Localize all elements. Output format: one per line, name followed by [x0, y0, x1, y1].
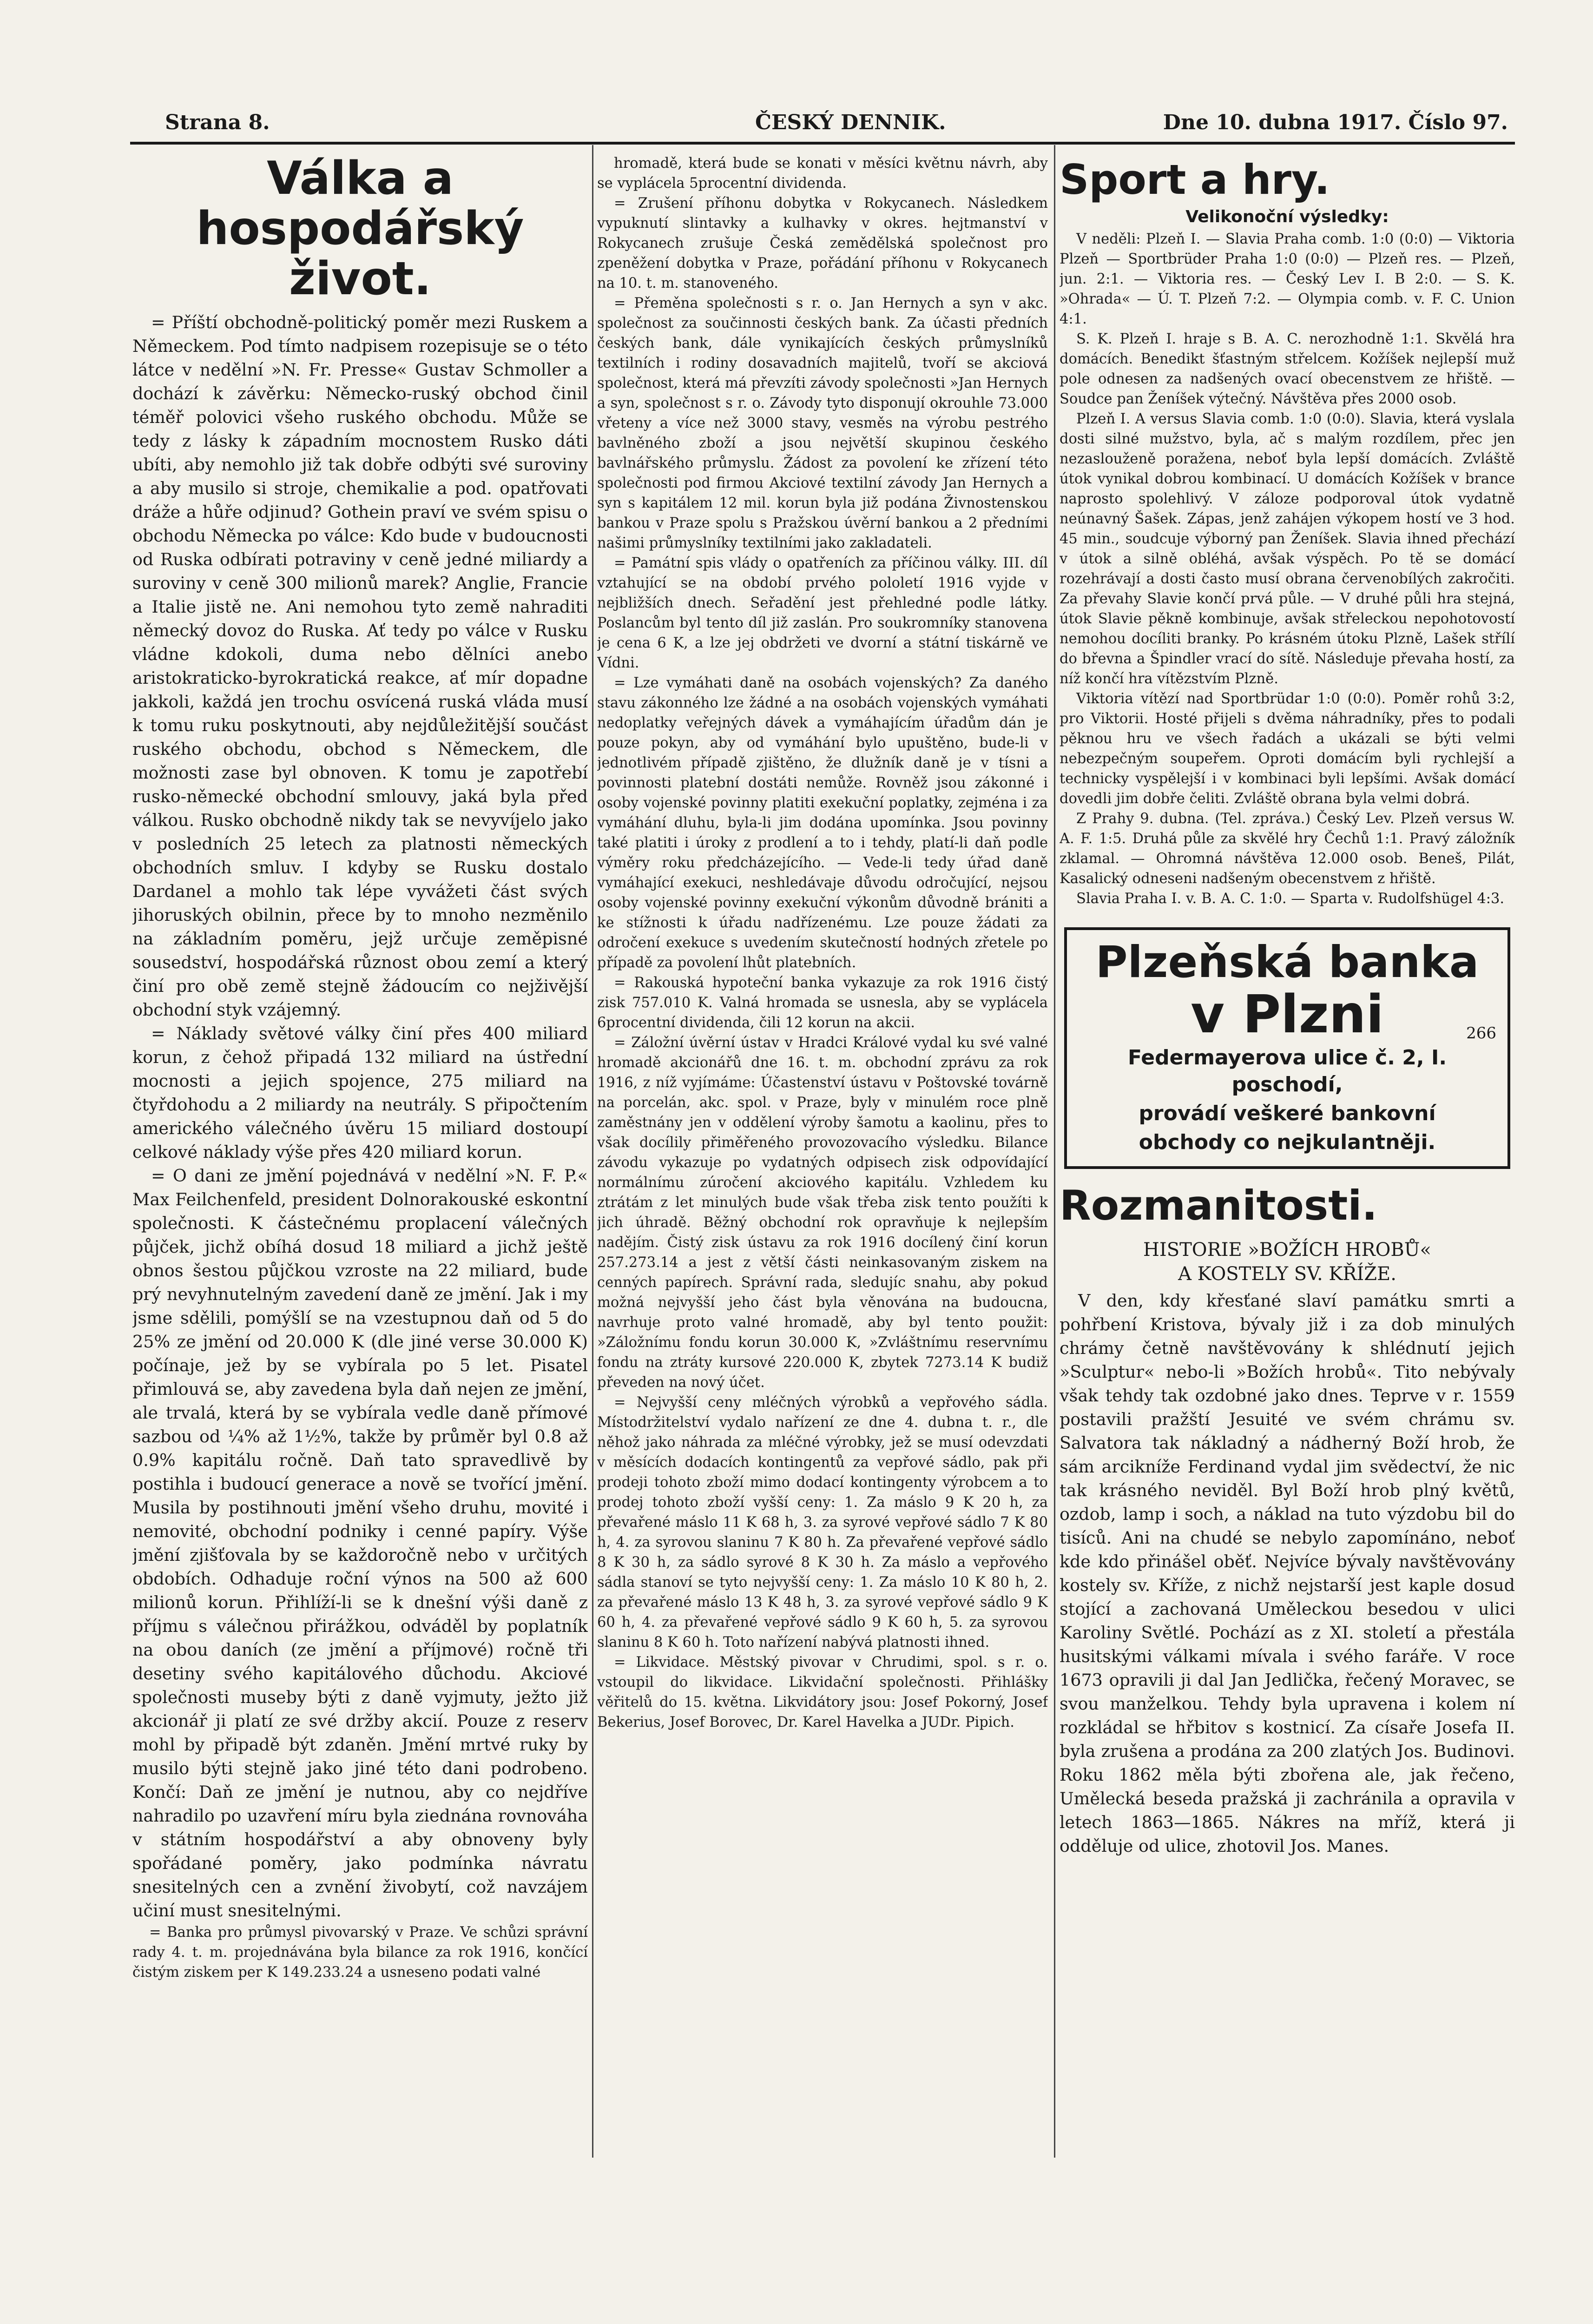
article-paragraph: Viktoria vítězí nad Sportbrüdar 1:0 (0:0). Poměr rohů 3:2, pro Viktorii. Hosté přijeli s dvěma náhradníky, přes to podali pěknou hru ve všech řadách a ukázali se býti velmi nebezpečným soupeřem. Oproti domácím byli rychlejší a technicky vyspělejší i v kombinaci byli lepšími. Avšak domácí dovedli jim dobře čeliti. Zvláště obrana byla velmi dobrá.: [1060, 691, 1515, 807]
article-title-line: A KOSTELY SV. KŘÍŽE.: [1178, 1263, 1396, 1285]
article-paragraph: hromadě, která bude se konati v měsíci květnu návrh, aby se vyplácela 5procentní dividenda.: [597, 155, 1048, 191]
column-rule-1: [592, 145, 593, 2158]
ad-city-text: v Plzni: [1191, 984, 1384, 1045]
section-heading: Válka a hospodářský život.: [196, 153, 524, 305]
article-paragraph: = O dani ze jmění pojednává v nedělní »N. F. P.« Max Feilchenfeld, president Dolnorakouské eskontní společnosti. K částečnému proplacení válečných půjček, jichž obíhá dosud 18 miliard a jichž ještě obnos šestou půjčkou vzroste na 22 miliard, bude prý nevyhnutelným zavedení daně ze jmění. Jak i my jsme sdělili, pomýšlí se na vzestupnou daň od 5 do 25% ze jmění od 20.000 K (dle jiné verse 30.000 K) počínaje, jež by se vybírala po 5 let. Pisatel přimlouvá se, aby zavedena byla daň nejen ze jmění, ale trvalá, která by se vybírala vedle daně přímové sazbou od ¼% až 1½%, takže by průměr byl 0.8 až 0.9% kapitálu ročně. Daň tato spravedlivě by postihla i budoucí generace a nově se tvořící jmění. Musila by postihnouti jmění všeho druhu, movité i nemovité, obchodní podniky i cenné papíry. Výše jmění zjišťovala by se každoročně nebo v určitých obdobích. Odhaduje roční výnos na 500 až 600 milionů korun. Přihlíží-li se k dnešní výši daně z příjmu s válečnou přirážkou, odváděl by poplatník na obou daních (ze jmění a příjmové) ročně tři desetiny svého kapitálového důchodu. Akciové společnosti museby býti z daně vyjmuty, ježto již akcionář ji platí ze své držby akcií. Pouze z reserv mohl by připadě být zdaněn. Jmění mrtvé ruky by musilo býti stejně jako jiné této dani podrobeno. Končí: Daň ze jmění je nutnou, aby co nejdříve nahradilo po uzavření míru byla ziednána rovnováha v státním hospodářství a aby obnoveny byly spořádané poměry, jako podmínka návratu snesitelných cen a zvnění živobytí, což navzájem učiní must snesitelnými.: [132, 1166, 588, 1921]
article-title-line: HISTORIE »BOŽÍCH HROBŮ«: [1143, 1239, 1431, 1261]
column-sport: [1060, 153, 1515, 1858]
article-paragraph: = Zrušení příhonu dobytka v Rokycanech. Následkem vypuknutí slintavky a kulhavky v okres. hejtmanství v Rokycanech zrušuje Česká zemědělská společnost pro zpeněžení dobytka v Praze, pořádání příhonu v Rokycanech na 10. t. m. stanoveného.: [597, 195, 1048, 291]
article-paragraph: = Památní spis vlády o opatřeních za příčinou války. III. díl vztahující se na období prvého pololetí 1916 vyjde v nejbližších dnech. Seřadění jest přehledné podle látky. Poslancům byl tento díl již zaslán. Pro soukromníky stanovena je cena 6 K, a lze jej obdržeti ve dvorní a státní tiskárně ve Vídni.: [597, 555, 1048, 671]
article-paragraph: = Lze vymáhati daně na osobách vojenských? Za daného stavu zákonného lze žádné a na osobách vojenských vymáhati nedoplatky veřejných dávek a vymáhajícím úřadům dán je pouze pokyn, aby od vymáhání bylo upuštěno, bude-li v jednotlivém případě zjištěno, že dlužník daně je v tísni a povinnosti platební dostáti nemůže. Rovněž jsou zákonné i osoby vojenské povinny platiti exekuční poplatky, zejména i za vymáhání dluhu, byla-li jim dodána upomínka. Jsou povinny také platiti i úroky z prodlení a to i tehdy, platí-li daň podle výměry roku předcházejícího. — Vede-li tedy úřad daně vymáhající exekuci, neshledávaje důvodu odročující, nejsou osoby vojenské povinny exekuční výkonům důvodně brániti a ke stížnosti k úřadu nadřízenému. Lze pouze žádati za odročení exekuce s uvedením skutečností hodných zřetele po případě za povolení lhůt platebních.: [597, 675, 1048, 971]
issue-date: Dne 10. dubna 1917. Číslo 97.: [1163, 111, 1508, 134]
section-heading: Sport a hry.: [1060, 156, 1330, 204]
article-paragraph: V den, kdy křesťané slaví památku smrti a pohřbení Kristova, bývaly již i za dob minulých chrámy četně navštěvovány k shlédnutí jejich »Sculptur« nebo-li »Božích hrobů«. Tito nebývaly však tehdy tak ozdobné jako dnes. Teprve v r. 1559 postavili pražští Jesuité ve svém chrámu sv. Salvatora tak nákladný a nádherný Boží hrob, že sám arcikníže Ferdinand vydal jim svědectví, že nic tak krásného neviděl. Byl Boží hrob plný květů, ozdob, lamp i soch, a náklad na tuto výzdobu bil do tisíců. Ani na chudé se nebylo zapomínáno, neboť kde kdo přinášel oběť. Nejvíce bývaly navštěvovány kostely sv. Kříže, z nichž nejstarší jest kaple dosud stojící a zachovaná Uměleckou besedou v ulici Karoliny Světlé. Pochází as z XI. století a přestála husitskými válkami mívala i svého faráře. V roce 1673 opravili ji dal Jan Jedlička, řečený Moravec, se svou manželkou. Tehdy byla upravena i kolem ní rozkládal se hřbitov s kostnicí. Za císaře Josefa II. byla zrušena a prodána za 200 zlatých Jos. Budinovi. Roku 1862 měla býti zbořena ale, jak řečeno, Umělecká beseda pražská ji zachránila a opravila v letech 1863—1865. Nákres na mříž, která ji odděluje od ulice, zhotovil Jos. Manes.: [1060, 1291, 1515, 1856]
article-paragraph: = Záložní úvěrní ústav v Hradci Králové vydal ku své valné hromadě akcionářů dne 16. t. m. obchodní zprávu za rok 1916, z níž vyjímáme: Účastenství ústavu v Poštovské továrně na porcelán, akc. spol. v Praze, byly v minulém roce plně zaměstnány jen v oddělení výroby šamotu a kaolinu, přes to však docílily přiměřeného provozovacího výsledku. Bilance závodu vykazuje po vydatných odpisech zisk odpovídající normálnímu zúročení akciového kapitálu. Vzhledem ku ztrátám z let minulých bude však třeba zisk tento použíti k jich úhradě. Běžný obchodní rok opravňuje k nejlepším nadějím. Čistý zisk ústavu za rok 1916 docílený činí korun 257.273.14 a jest z větší části neinkasovaným ziskem na cenných papírech. Správní rada, sledujíc snahu, aby pokud možná nejvyšší jeho část byla věnována na budoucna, navrhuje proto valné hromadě, aby byl tento použit: »Záložnímu fondu korun 30.000 K, »Zvláštnímu reservnímu fondu na ztráty kursové 220.000 K, zbytek 7273.14 K budiž převeden na nový účet.: [597, 1035, 1048, 1391]
article-paragraph: S. K. Plzeň I. hraje s B. A. C. nerozhodně 1:1. Skvělá hra domácích. Benedikt šťastným střelcem. Kožíšek nejlepší muž pole odnesen za nadšených ovací obecenstvem ze hřiště. — Soudce pan Ženíšek výtečný. Návštěva přes 2000 osob.: [1060, 331, 1515, 407]
article-paragraph: Plzeň I. A versus Slavia comb. 1:0 (0:0). Slavia, která vyslala dosti silné mužstvo, byla, ač s malým rozdílem, přec jen nezaslouženě poražena, neboť byla lepší domácích. Zvláště útok vynikal dobrou kombinací. U domácích Kožíšek v brance naprosto spolehlivý. V záloze podporoval útok vydatně neúnavný Šašek. Zápas, jenž zahájen výkopem hostí ve 3 hod. 45 min., soudcuje výborný pan Ženíšek. Slavia ihned přechází v útok a silně obléhá, avšak výspěch. Po tě se domácí rozehrávají a dosti často musí obrana červenobílých zakročiti. Za převahy Slavie končí prvá půle. — V druhé půli hra stejná, útok Slavie pěkně kombinuje, avšak střeleckou nepohotovostí nemohou docíliti branky. Po krásném útoku Plzně, Lašek střílí do břevna a Špindler vrací do sítě. Následuje převaha hostí, za níž končí hra vítězstvím Plzně.: [1060, 411, 1515, 687]
header-rule: [130, 142, 1515, 145]
newspaper-title: ČESKÝ DENNIK.: [755, 111, 946, 134]
article-paragraph: = Příští obchodně-politický poměr mezi Ruskem a Německem. Pod tímto nadpisem rozepisuje se o této látce v nedělní »N. Fr. Presse« Gustav Schmoller a dochází k závěrku: Německo-ruský obchod činil téměř polovici všeho ruského obchodu. Může se tedy z lásky k západním mocnostem Rusko dáti ubíti, aby nemohlo již tak dobře odbýti své suroviny a aby musilo si stroje, chemikalie a pod. opatřovati dráže a hůře odjinud? Gothein praví ve svém spisu o obchodu Německa po válce: Kdo bude v budoucnosti od Ruska odbírati potraviny v ceně jedné miliardy a suroviny v ceně 300 milionů marek? Anglie, Francie a Italie jistě ne. Ani nemohou tyto země nahraditi německý dovoz do Ruska. Ať tedy po válce v Rusku vládne kdokoli, duma nebo dělníci anebo aristokraticko-byrokratická reakce, ať mír dopadne jakkoli, každá jen trochu osvícená ruská vláda musí k tomu ruku poskytnouti, aby nejdůležitější součást ruského obchodu, obchod s Německem, dle možnosti zase byl obnoven. K tomu je zapotřebí rusko-německé obchodní smlouvy, jaká byla před válkou. Rusko obchodně nikdy tak se nevyvíjelo jako v posledních 25 letech za platnosti německých obchodních smluv. I kdyby se Rusku dostalo Dardanel a mohlo tak lépe vyvážeti část svých jihoruských obilnin, přece by to mnoho nezměnilo na základním poměru, jejž určuje zeměpisné sousedství, hospodářská různost obou zemí a který činí pro obě země stejně žádoucím co nejživější obchodní styk vzájemný.: [132, 312, 588, 1020]
article-paragraph: Slavia Praha I. v. B. A. C. 1:0. — Sparta v. Rudolfshügel 4:3.: [1076, 891, 1505, 907]
ad-line: provádí veškeré bankovní: [1139, 1102, 1436, 1125]
section-subheading: Velikonoční výsledky:: [1185, 207, 1389, 226]
ad-address: Federmayerova ulice č. 2, I. poschodí,: [1127, 1046, 1447, 1096]
page-header: [165, 111, 1508, 139]
article-paragraph: Z Prahy 9. dubna. (Tel. zpráva.) Český Lev. Plzeň versus W. A. F. 1:5. Druhá půle za skvělé hry Čechů 1:1. Pravý záložník zklamal. — Ohromná návštěva 12.000 osob. Beneš, Pilát, Kasalický odneseni nadšeným obecenstvem z hřiště.: [1060, 811, 1515, 887]
article-paragraph: = Náklady světové války činí přes 400 miliard korun, z čehož připadá 132 miliard na ústřední mocnosti a jejich spojence, 275 miliard na čtyřdohodu a 2 miliardy na neutrály. S připočtením amerického válečného úvěru 15 miliard dostoupí celkové náklady výše přes 420 miliard korun.: [132, 1023, 588, 1162]
ad-bank-name: Plzeňská banka: [1095, 937, 1479, 988]
article-paragraph: V neděli: Plzeň I. — Slavia Praha comb. 1:0 (0:0) — Viktoria Plzeň — Sportbrüder Praha 1:0 (0:0) — Plzeň res. — Plzeň, jun. 2:1. — Viktoria res. — Český Lev I. B 2:0. — S. K. »Ohrada« — Ú. T. Plzeň 7:2. — Olympia comb. v. F. C. Union 4:1.: [1060, 231, 1515, 327]
ad-number: 266: [1466, 1024, 1496, 1043]
article-paragraph: = Likvidace. Městský pivovar v Chrudimi, spol. s r. o. vstoupil do likvidace. Likvidační společnosti. Přihlášky věřitelů do 15. května. Likvidátory jsou: Josef Pokorný, Josef Bekerius, Josef Borovec, Dr. Karel Havelka a JUDr. Pipich.: [597, 1654, 1048, 1730]
article-paragraph: = Rakouská hypoteční banka vykazuje za rok 1916 čistý zisk 757.010 K. Valná hromada se usnesla, aby se vyplácela 6procentní dividenda, čili 12 korun na akcii.: [597, 975, 1048, 1031]
page-number: Strana 8.: [165, 111, 270, 134]
column-economy-continued: [597, 153, 1048, 1732]
article-title: [1060, 1238, 1515, 1286]
ad-bank-city: [1073, 984, 1501, 1045]
column-rule-2: [1054, 145, 1055, 2158]
section-heading: Rozmanitosti.: [1060, 1182, 1377, 1229]
bank-advertisement: [1064, 927, 1510, 1169]
article-paragraph: = Nejvyšší ceny mléčných výrobků a vepřového sádla. Místodržitelství vydalo nařízení ze dne 4. dubna t. r., dle něhož jako náhrada za mléčné výrobky, jež se musí odevzdati v měsících dodacích kontingentů za vepřové sádlo, pak při prodeji tohoto zboží mimo dodací kontingenty výrobcem a to prodej tohoto zboží vyšší ceny: 1. Za máslo 9 K 20 h, za převařené máslo 11 K 68 h, 3. za syrové vepřové sádlo 7 K 80 h, 4. za syrovou slaninu 7 K 80 h. Za převařené vepřové sádlo 8 K 30 h, za sádlo syrové 8 K 30 h. Za máslo a vepřového sádla stanoví se tyto nejvyšší ceny: 1. Za máslo 10 K 80 h, 2. za převařené máslo 13 K 48 h, 3. za syrové vepřové sádlo 9 K 60 h, 4. za převařené vepřové sádlo 9 K 60 h, 5. za syrovou slaninu 8 K 60 h. Toto nařízení nabývá platnosti ihned.: [597, 1394, 1048, 1651]
column-economy: [132, 153, 588, 1982]
article-paragraph: = Přeměna společnosti s r. o. Jan Hernych a syn v akc. společnost za součinnosti českých bank. Za účasti předních českých bank, dále vynikajících českých průmyslníků textilních i rodiny dosavadních majitelů, tvoří se akciová společnost, která má převzíti závody společnosti »Jan Hernych a syn, společnost s r. o. Závody tyto disponují okrouhle 73.000 vřeteny a více než 3000 stavy, vesměs na výrobu pestrého bavlněného zboží a jsou největší skupinou českého bavlnářského průmyslu. Žádost za povolení ke zřízení této společnosti pod firmou Akciové textilní závody Jan Hernych a syn s kapitálem 12 mil. korun byla již podána Živnostenskou bankou v Praze spolu s Pražskou úvěrní bankou a 2 předními našimi průmyslníky textilními jako zakladateli.: [597, 295, 1048, 551]
ad-line: obchody co nejkulantněji.: [1139, 1130, 1436, 1154]
article-paragraph: = Banka pro průmysl pivovarský v Praze. Ve schůzi správní rady 4. t. m. projednávána byla bilance za rok 1916, končící čistým ziskem per K 149.233.24 a usneseno podati valné: [132, 1924, 588, 1981]
